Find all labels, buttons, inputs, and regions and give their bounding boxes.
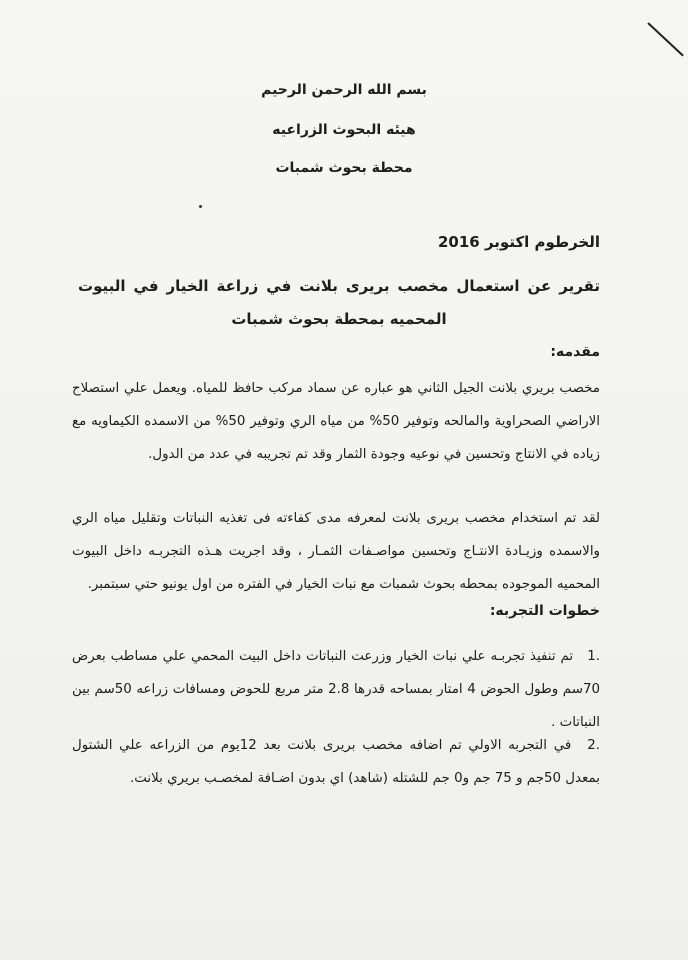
list-item xyxy=(72,640,600,739)
step-number: .1 xyxy=(587,649,600,664)
basmala: بسم الله الرحمن الرحيم xyxy=(261,82,427,98)
report-title: تقرير عن استعمال مخصب بريرى بلانت في زراعة الخيار في البيوت المحميه بمحطة بحوث شمبات xyxy=(78,277,600,328)
intro-heading: مقدمه: xyxy=(550,344,600,360)
step-text: تم تنفيذ تجربـه علي نبات الخيار وزرعت النباتات داخل البيت المحمي علي مساطب بعرض 70سم وطول الحوض 4 امتار بمساحه قدرها 2.8 متر مربع للحوض ومسافات زراعه 50سم بين النباتات . xyxy=(72,649,600,730)
ink-dot xyxy=(199,205,202,208)
intro-paragraph: مخصب بريري بلانت الجيل الثاني هو عباره عن سماد مركب حافظ للمياه. ويعمل علي استصلاح الاراضي الصحراوية والمالحه وتوفير 50% من مياه الري وتوفير 50% من الاسمده الكيماويه مع زياده في الانتاج وتحسين في نوعيه وجودة الثمار وقد تم تجريبه في عدد من الدول. xyxy=(72,381,600,462)
pen-stroke-mark xyxy=(647,22,683,56)
method-paragraph: لقد تم استخدام مخصب بريرى بلانت لمعرفه مدى كفاءته فى تغذيه النباتات وتقليل مياه الري والاسمده وزيـادة الانتـاج وتحسين مواصـفات الثمـار ، وقد اجريت هـذه التجربـه داخل البيوت المحميه الموجوده بمحطه بحوث شمبات مع نبات الخيار في الفتره من اول يونيو حتي سبتمبر. xyxy=(72,511,600,592)
step-number: .2 xyxy=(587,738,601,753)
list-item xyxy=(72,729,600,795)
organization-name: هيئه البحوث الزراعيه xyxy=(272,122,416,138)
station-name: محطة بحوث شمبات xyxy=(275,160,413,176)
steps-heading: خطوات التجربه: xyxy=(489,603,600,619)
step-text: في التجربه الاولي تم اضافه مخصب بريرى بلانت بعد 12يوم من الزراعه علي الشتول بمعدل 50جم و 75 جم و0 جم للشتله (شاهد) اي بدون اضـافة لمخصـب بريري بلانت. xyxy=(72,738,600,786)
date-line: الخرطوم اكتوبر 2016 xyxy=(438,233,600,251)
